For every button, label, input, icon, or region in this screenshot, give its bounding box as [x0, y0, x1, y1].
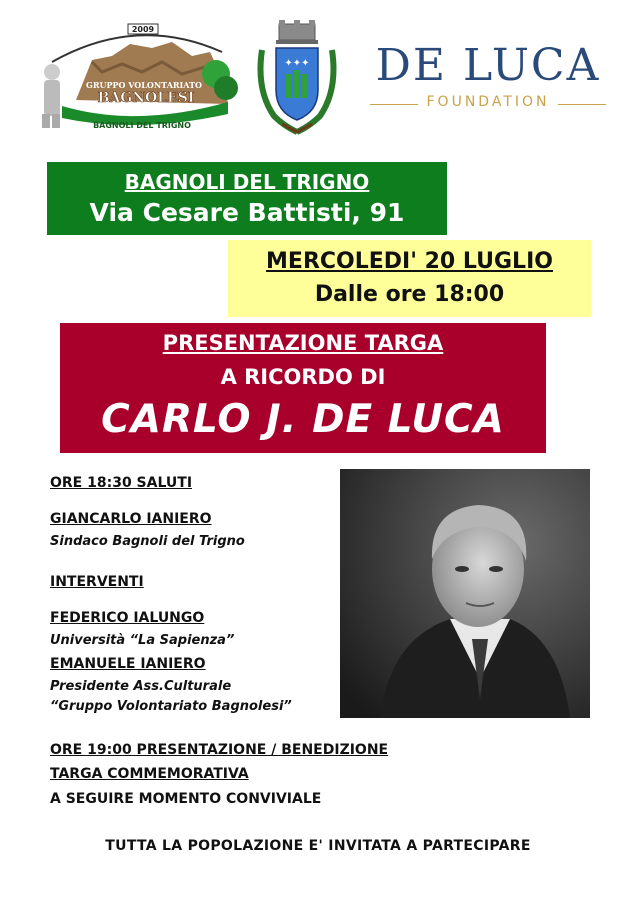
- logo-motto: "L'opera umana più bella è di essere utile al prossimo" Sofocle: [102, 105, 202, 109]
- speaker-3-name: EMANUELE IANIERO: [50, 656, 206, 672]
- gruppo-volontariato-logo: [32, 22, 242, 134]
- invitation-footer: TUTTA LA POPOLAZIONE E' INVITATA A PARTECIPARE: [105, 838, 531, 854]
- event-time: Dalle ore 18:00: [314, 282, 505, 307]
- portrait-photo: [340, 469, 590, 718]
- speaker-2-name: FEDERICO IALUNGO: [50, 610, 205, 626]
- logo-year: 2009: [131, 25, 155, 34]
- ceremony-line-1: ORE 19:00 PRESENTAZIONE / BENEDIZIONE: [50, 742, 389, 758]
- speaker-2-role: Università “La Sapienza”: [50, 633, 235, 648]
- speaker-1-role: Sindaco Bagnoli del Trigno: [50, 534, 245, 549]
- svg-text:✦✦✦: ✦✦✦: [284, 58, 310, 69]
- honoree-name: CARLO J. DE LUCA: [101, 397, 505, 442]
- title-line-2: A RICORDO DI: [220, 365, 386, 389]
- logo-group-name: BAGNOLESI: [97, 90, 195, 106]
- ceremony-line-2: TARGA COMMEMORATIVA: [50, 766, 249, 782]
- ceremony-line-3: A SEGUIRE MOMENTO CONVIVIALE: [50, 791, 322, 807]
- program-saluti: ORE 18:30 SALUTI: [50, 475, 193, 491]
- foundation-subtitle: FOUNDATION: [426, 94, 550, 110]
- foundation-rule-right: [558, 104, 606, 105]
- logo-group-line: GRUPPO VOLONTARIATO: [86, 80, 202, 90]
- event-date: MERCOLEDI' 20 LUGLIO: [266, 249, 553, 274]
- title-box: [60, 323, 546, 453]
- de-luca-foundation-logo: [370, 38, 606, 118]
- location-box: [47, 162, 447, 235]
- program-interventi: INTERVENTI: [50, 574, 144, 590]
- foundation-name: DE LUCA: [375, 40, 601, 91]
- speaker-3-role-2: “Gruppo Volontariato Bagnolesi”: [50, 699, 292, 714]
- title-line-1: PRESENTAZIONE TARGA: [162, 331, 444, 355]
- location-address: Via Cesare Battisti, 91: [89, 198, 405, 227]
- logo-place: BAGNOLI DEL TRIGNO: [93, 121, 191, 130]
- speaker-3-role-1: Presidente Ass.Culturale: [50, 679, 232, 694]
- date-box: [228, 240, 591, 317]
- coat-of-arms-icon: [252, 20, 342, 138]
- speaker-1-name: GIANCARLO IANIERO: [50, 511, 212, 527]
- location-town: BAGNOLI DEL TRIGNO: [124, 170, 370, 194]
